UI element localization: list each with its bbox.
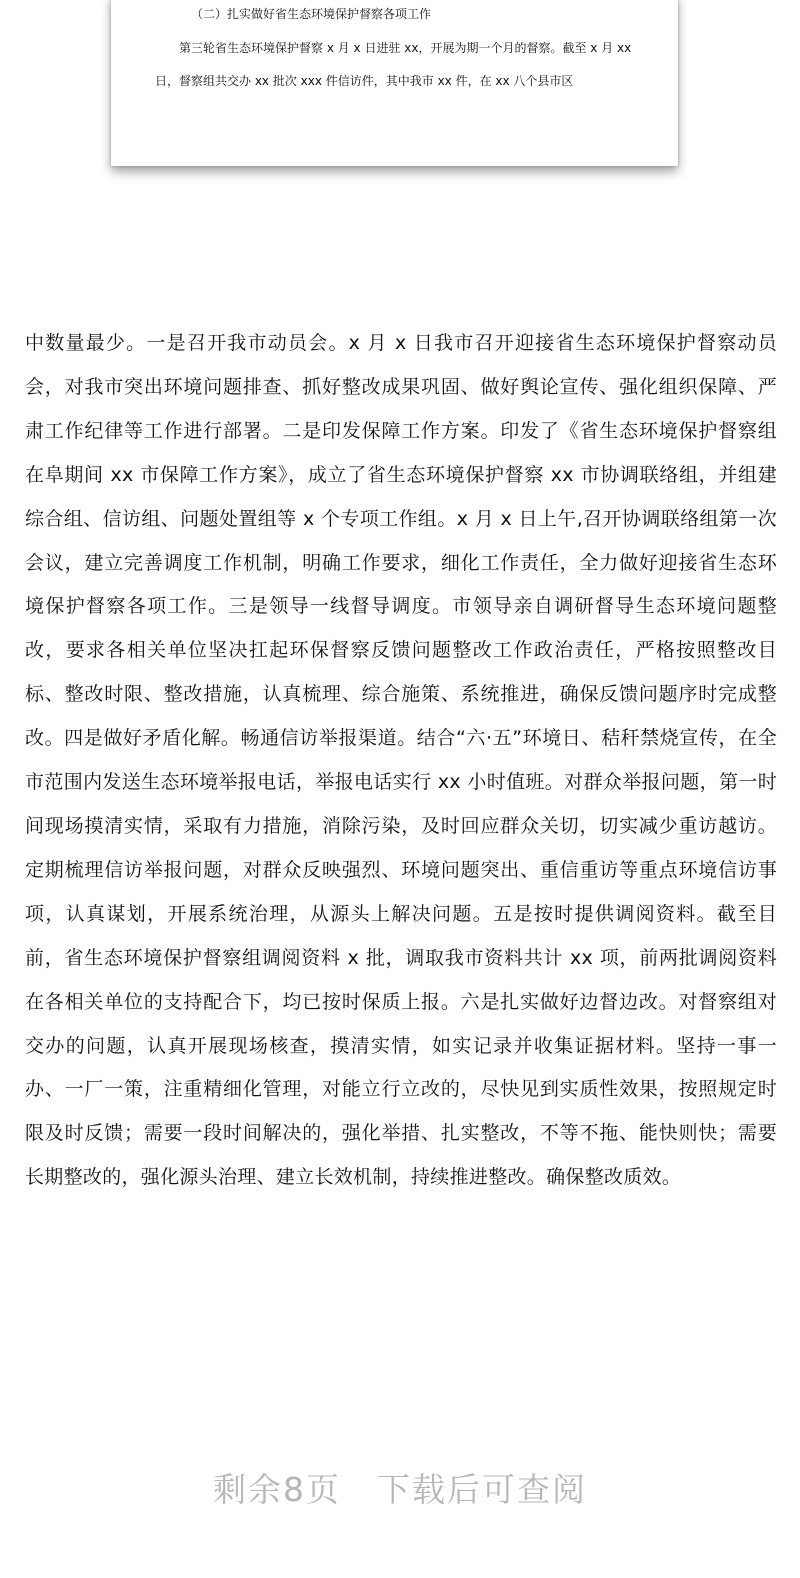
preview-heading: （二）扎实做好省生态环境保护督察各项工作: [191, 7, 432, 21]
remaining-pages-count: 剩余8页: [213, 1470, 341, 1509]
body-paragraph: 中数量最少。一是召开我市动员会。x 月 x 日我市召开迎接省生态环境保护督察动员会，对我市突出环境问题排查、抓好整改成果巩固、做好舆论宣传、强化组织保障、严肃工作纪律等工作进行部署。二是印发保障工作方案。印发了《省生态环境保护督察组在阜期间 xx 市保障工作方案》，成立了省生态环境保护督察 xx 市协调联络组，并组建综合组、信访组、问题处置组等 x 个专项工作组。x 月 x 日上午,召开协调联络组第一次会议，建立完善调度工作机制，明确工作要求，细化工作责任，全力做好迎接省生态环境保护督察各项工作。三是领导一线督导调度。市领导亲自调研督导生态环境问题整改，要求各相关单位坚决扛起环保督察反馈问题整改工作政治责任，严格按照整改目标、整改时限、整改措施，认真梳理、综合施策、系统推进，确保反馈问题序时完成整改。四是做好矛盾化解。畅通信访举报渠道。结合“六·五”环境日、秸秆禁烧宣传，在全市范围内发送生态环境举报电话，举报电话实行 xx 小时值班。对群众举报问题，第一时间现场摸清实情，采取有力措施，消除污染，及时回应群众关切，切实减少重访越访。定期梳理信访举报问题，对群众反映强烈、环境问题突出、重信重访等重点环境信访事项，认真谋划，开展系统治理，从源头上解决问题。五是按时提供调阅资料。截至目前，省生态环境保护督察组调阅资料 x 批，调取我市资料共计 xx 项，前两批调阅资料在各相关单位的支持配合下，均已按时保质上报。六是扎实做好边督边改。对督察组对交办的问题，认真开展现场核查，摸清实情，如实记录并收集证据材料。坚持一事一办、一厂一策，注重精细化管理，对能立行立改的，尽快见到实质性效果，按照规定时限及时反馈；需要一段时间解决的，强化举措、扎实整改，不等不拖、能快则快；需要长期整改的，强化源头治理、建立长效机制，持续推进整改。确保整改质效。: [25, 332, 777, 1189]
remaining-pages-banner[interactable]: [0, 1468, 800, 1512]
download-hint: 下载后可查阅: [377, 1470, 587, 1509]
document-preview-card: [111, 0, 678, 166]
preview-paragraph: 第三轮省生态环境保护督察 x 月 x 日进驻 xx，开展为期一个月的督察。截至 x 月 xx 日，督察组共交办 xx 批次 xxx 件信访件，其中我市 xx 件，在 xx 八个县市区: [155, 41, 632, 88]
